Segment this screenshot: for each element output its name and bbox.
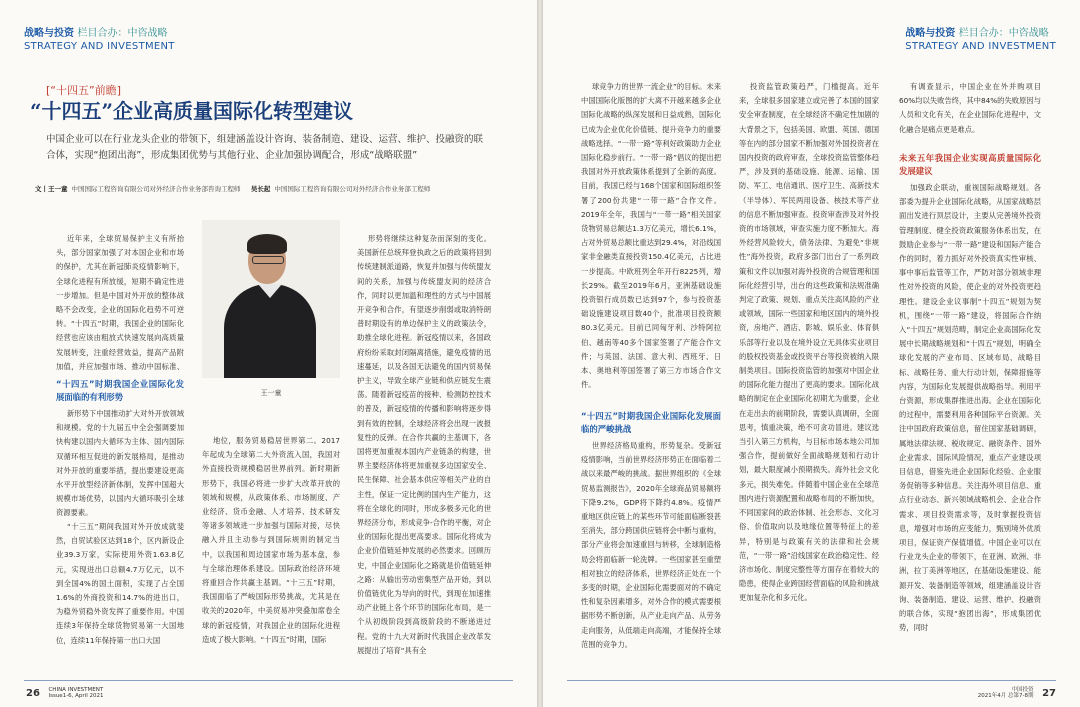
right-col3-body [899, 146, 1041, 674]
paragraph: 加强政企联动，重视国际战略规划。各部委为提升企业国际化战略，从国家战略层面出发进行顶层设计，主要从完善境外投资管理制度、健全投资政策服务体系出发，在鼓励企业参与“一带一路”建设和国际产能合作的同时，着力抓好对外投资真实性审核、事中事后监管等工作，严防对部分领域非理性对外投资的风险，使企业的对外投资更趋理性。建设企业议事制“十四五”规划为契机，围绕“一带一路”建设，将国际合作纳入“十四五”规划范畴，制定企业高国际化发展中长期战略规划和“十四五”规划，明确全球化发展的产业布局、区域布局、战略目标、战略任务、重大行动计划，保障措施等内容，为国际化发展提供战略指导。利用平台资源，形成集群推进出海。企业在国际化的过程中，需要利用各种国际平台资源。关注中国政府政策信息，留住国家基础调研，属地法律法规、税收规定、融资条件、国外企业需求、国际风险情况，重点产业建设项目信息，借鉴先进企业国际化经验、企业服务促销等多种信息。关注海外项目信息、重点行业动态、新兴领域战略机会、企业合作需求、项目投资需求等，及时掌握投资信息，增强对市场的应变能力，甄别境外优质项目，保证资产保值增值。中国企业可以在行业龙头企业的带领下，在亚洲、欧洲、非洲，拉丁美洲等地区，在基础设施建设、能源开发、装备制造等领域，组建涵盖设计咨询、装备制造、建设、运营、维护、投融资的联合体，实现“抱团出海”，形成集团优势，同时 [899, 183, 1041, 633]
subsection-label: 栏目合办：中咨战略 [958, 28, 1049, 39]
magazine-name: 中国投资 [1011, 687, 1034, 693]
section-label: 战略与投资 [905, 28, 956, 39]
paragraph: “十三五”期间我国对外开放成就斐然，自贸试验区达到18个，区内新设企业39.3万家，实际使用外资1.63.8亿元，实现进出口总额4.7万亿元，以不到全国4%的国土面积，实现了占全国1.6%的外商投资和14.7%的进出口，为稳外贸稳外资发挥了重要作用。中国连续3年保持全球货物贸易第一大国地位，连续11年保持第一出口大国 [56, 522, 184, 645]
author-2-org: 中国国际工程咨询有限公司对外经济合作业务部工程师 [274, 185, 431, 193]
issue-info: Issue1-6, April 2021 [48, 693, 104, 699]
right-col1-bottom [581, 404, 721, 674]
page-number: 27 [1042, 687, 1056, 699]
right-col1-top [581, 80, 721, 402]
paragraph: 世界经济格局重构，形势复杂。受新冠疫情影响，当前世界经济形势正在面临着二战以来最严峻的挑战。据世界组织的《全球贸易监测报告》，2020年全球商品贸易额将下降9.2%，GDP将下降约4.8%。疫情严重地区供应链上的某些环节可能面临断裂甚至消失，部分跨国供应链将会中断与重构，部分产业将会加速重回与转移，全球制造格局会将面临新一轮洗牌。一些国家甚至重塑相对独立的经济体系，世界经济正处在一个多变的时期，企业国际化需要面对的不确定性和复杂因素增多，对外合作的模式需要根据形势不断创新，从产业走向产品、从劳务走向服务，从低端走向高端，才能保持全球范围的竞争力。 [581, 441, 721, 649]
left-page [0, 0, 537, 707]
paragraph: 形势将继续这种复杂而深刻的变化。美国新任总统拜登执政之后的政策将回到传统建制派道路，恢复并加强与传统盟友间的关系，加强与传统盟友间的经济合作，同时以更加温和理性的方式与中国展开竞争和合作，有望逐步削弱或取消特朗普时期设有的单边保护主义的政策法令，助推全球化进程。新冠疫情以来，各国政府纷纷采取封闭隔离措施，避免疫情的迅速蔓延，以及各国无法避免的国内贸易保护主义，导致全球产业链和供应链发生震荡。随着新冠疫苗的接种、检测防控技术的普及，新冠疫情的传播和影响将逐步得到有效的控制，全球经济将会出现一波报复性的反弹。在合作共赢的主基调下，各国将更加重视本国内产业链条的构建，世界主要经济体将更加重视多边国家安全、民生保障、社会基本供应等相关产业的自主性，保证一定比例的国内生产能力，这将在全球化的同时，形成多极多元化的世界经济分布，形成竞争-合作的平衡，对企业的国际化提出更高要求。国际化将成为企业价值链延伸发展的必然要求。回顾历史，中国企业国际化之路就是价值链延伸之路：从输出劳动密集型产品开始，到以价值链优化为导向的时代，到现在加速推动产业链上各个环节的国际化布局，是一个从初级阶段到高级阶段的不断递进过程。党的十九大对新时代我国企业改革发展提出了培育“具有全 [357, 234, 491, 655]
subsection-label: 栏目合办：中咨战略 [77, 28, 168, 39]
photo-caption: 王一童 [260, 389, 282, 397]
author-line [35, 184, 505, 193]
author-2-name: 吴长起 [250, 185, 271, 193]
article-kicker: [“十四五”前瞻] [46, 84, 121, 97]
right-page [543, 0, 1080, 707]
paragraph: 有调查显示，中国企业在外并购项目60%均以失败告终，其中84%的失败原因与人员和文化有关，在企业国际化进程中，文化融合是痛点更是难点。 [899, 82, 1041, 134]
photo-body [224, 284, 316, 378]
paragraph: 地位，服务贸易稳居世界第二。2017年起成为全球第二大外资流入国，我国对外直接投资规模稳居世界前列。新时期新形势下，我国必将进一步扩大改革开放的领域和规模，从政策体系、市场制度、产业经济、货币金融、人才培养、技术研发等诸多领域进一步加强与国际对接，尽快融入并且主动参与到国际规则的制定当中，以我国和周边国家市场为基本盘，参与全球治理体系建设。国际政治经济环境将重回合作共赢主基调。“十三五”时期，我国面临了严峻国际形势挑战，尤其是在收关的2020年，中美贸易冲突叠加席卷全球的新冠疫情，对我国企业的国际化进程造成了极大影响。“十四五”时期，国际 [202, 436, 340, 644]
paragraph: 投资监管政策趋严，门槛提高。近年来，全球很多国家建立或完善了本国的国家安全审查制度，在全球经济不确定性加剧的大背景之下，包括美国、欧盟、英国、德国等在内的部分国家不断加强对外国投资者在国内投资的政府审查，全球投资监管整体趋严，涉及到的基础设施、能源、运输、国防、军工、电信通讯、医疗卫生、高新技术（半导体）、军民两用设备、核技术等产业的信息不断加强审查。投资审查涉及对外投资的市场领域，审查实施力度不断加大。海外经营风险较大，债务法律、为避免“非规性”海外投资，政府多部门出台了一系列政策和文件以加强对海外投资的合规管理和国际化经营引导，出台的这些政策和法规准确判定了政策、规划、重点关注高风险的产业或领域，国际一些国家和地区国内的境外投资，房地产、酒店、影城、娱乐业、体育俱乐部等行业以及在境外设立无具体实业项目的股权投资基金或投资平台等投资被纳入限制类项目。国际投资监管的加强对中国企业的国际化能力提出了更高的要求。国际化战略的制定在企业国际化初期尤为重要，企业在走出去的前期阶段，需要认真调研，全面思考，慎重决策，绝不可贪功冒进。建议选当引入第三方机构，与目标市场本地公司加强合作，提前做好全面战略规划和行动计划，最大限度减小预期损失。海外社会文化多元，损失难免。伴随着中国企业在全球范围内进行资源配置和战略布局的不断加快，不同国家间的政治体制、社会形态、文化习俗、价值取向以及地缘位置等特征上的差异，特别是与政策有关的法律和社会规范，“一带一路”沿线国家在政治稳定性、经济市场化、制度完整性等方面存在着较大的隐患，使得企业跨国经营面临的风险和挑战更加复杂化和多元化。 [739, 82, 879, 603]
author-1-name: 文丨王一童 [35, 185, 68, 193]
paragraph: 新形势下中国推动扩大对外开放领域和规模。党的十九届五中全会强调要加快构建以国内大循环为主体、国内国际双循环相互促进的新发展格局，是推动对外开放的重要举措，提出要建设更高水平开放型经济新体制，发挥中国超大规模市场优势，以国内大循环吸引全球资源要素。 [56, 409, 184, 518]
issue-info: 2021年4月 总第7-8期 [977, 693, 1034, 699]
paragraph: 球竞争力的世界一流企业”的目标。未来中国国际化版图的扩大离不开越来越多企业国际化战略的纵深发展和日益成熟，国际化已成为企业优化价值链、提升竞争力的重要战略选择。“一带一路”等利好政策助力企业国际化稳步前行。“一带一路”倡议的提出把我国对外开放政策体系提到了全新的高度。目前，我国已经与168个国家和国际组织签署了200份共建“一带一路”合作文件。2019年全年，我国与“一带一路”相关国家货物贸易总额达1.3万亿美元，增长6.1%，占对外贸易总额比重达到29.4%，对沿线国家非金融类直接投资150.4亿美元，占比进一步提高。中欧班列全年开行8225列，增长29%。截至2019年6月，亚洲基础设施投资银行成员数已达到97个，参与投资基础设施建设项目数40个，批准项目投资额80.3亿美元。目前已同匈牙利、沙特阿拉伯、越南等40多个国家签署了产能合作文件；与英国、法国、意大利、西班牙、日本、奥地利等国签署了第三方市场合作文件。 [581, 82, 721, 390]
page-number: 26 [26, 687, 40, 699]
right-col3-top [899, 80, 1041, 146]
right-folio [978, 687, 1056, 699]
photo-glasses [252, 256, 284, 264]
author-1-org: 中国国际工程咨询有限公司对外经济合作业务部咨询工程师 [71, 185, 241, 193]
photo-hair [247, 234, 287, 254]
magazine-name: CHINA INVESTMENT [48, 687, 104, 693]
article-lead: 中国企业可以在行业龙头企业的带领下，组建涵盖设计咨询、装备制造、建设、运营、维护、投融资的联合体，实现“抱团出海”，形成集团优势与其他行业、企业加强协调配合，形成“战略联盟” [46, 134, 484, 161]
left-col3 [357, 232, 491, 674]
left-page-header [24, 24, 175, 52]
section-heading-3: 未来五年我国企业实现高质量国际化发展建议 [899, 153, 1041, 176]
section-english: STRATEGY AND INVESTMENT [24, 41, 175, 52]
section-heading-2: “十四五”时期我国企业国际化发展面临的严峻挑战 [581, 411, 721, 434]
section-heading-1: “十四五”时期我国企业国际化发展面临的有利形势 [56, 379, 184, 402]
article-title: “十四五”企业高质量国际化转型建议 [30, 99, 354, 123]
author-photo [202, 220, 340, 378]
footer-rule [24, 680, 513, 681]
footer-rule [567, 680, 1056, 681]
section-label: 战略与投资 [24, 28, 74, 39]
left-col1-top [56, 232, 184, 374]
right-col2 [739, 80, 879, 674]
left-folio [26, 687, 104, 699]
left-col2 [202, 434, 340, 674]
paragraph: 近年来，全球贸易保护主义有所抬头，部分国家加强了对本国企业和市场的保护，尤其在新冠肺炎疫情影响下，全球化进程有所放缓，短期不确定性进一步增加。但是中国对外开放的整体战略不会改变，企业的国际化趋势不可逆转。“十四五”时期，我国企业的国际化经营也应该由粗放式快速发展向高质量发展转变，注重经营效益，提高产品附加值，并应加强市场、推动中国标准、 [56, 234, 184, 371]
left-col1-extra [56, 520, 184, 674]
section-english: STRATEGY AND INVESTMENT [905, 41, 1056, 52]
right-page-header [905, 24, 1056, 52]
